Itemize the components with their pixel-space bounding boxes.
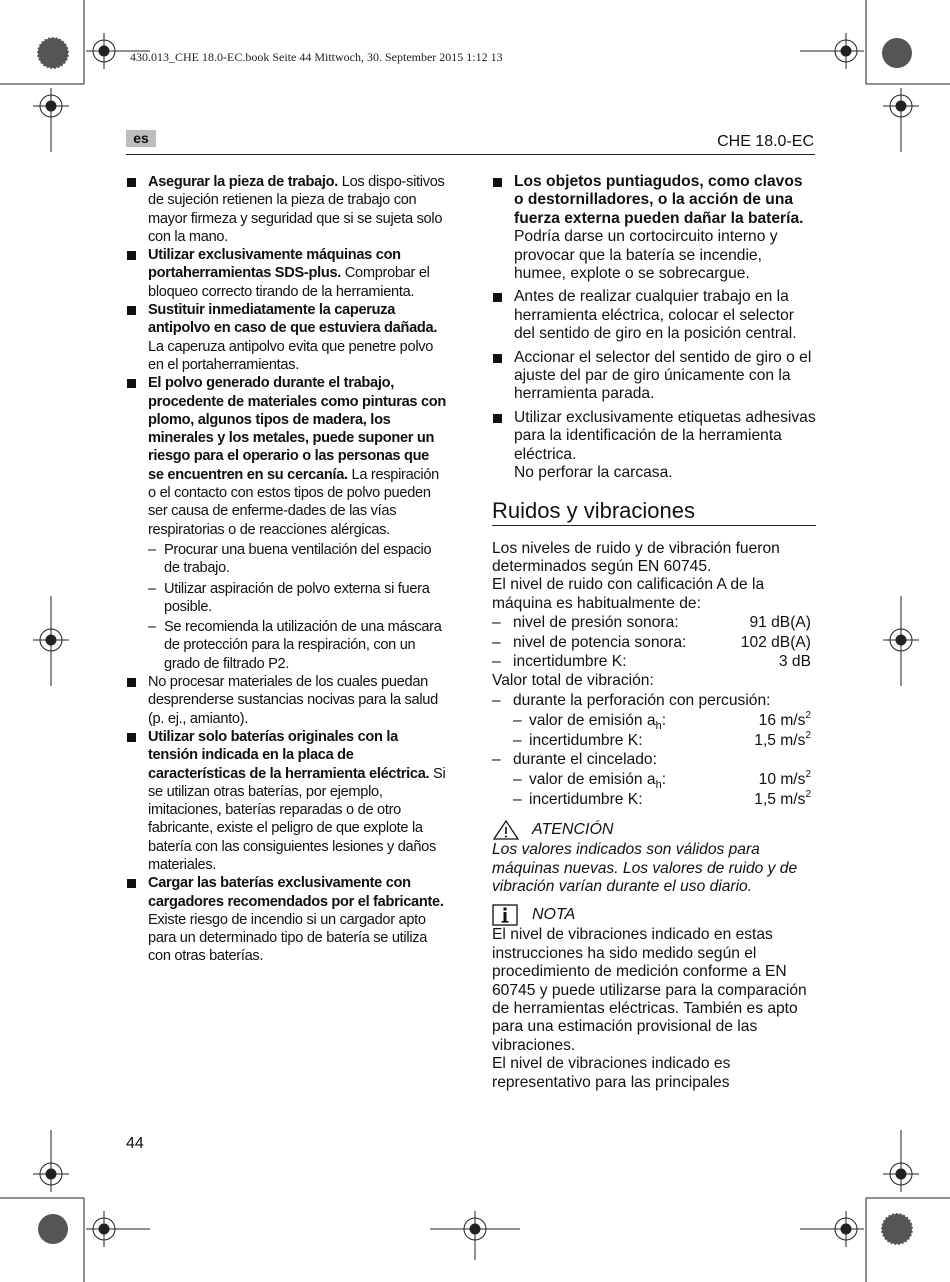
list-item: Utilizar exclusivamente máquinas con portaherramientas SDS-plus. Comprobar el bloqueo correcto tirando de la herramienta. [126, 246, 448, 301]
drilling-title: – durante la perforación con percusión: [492, 692, 816, 710]
list-item: Sustituir inmediatamente la caperuza antipolvo en caso de que estuviera dañada. La caperuza antipolvo evita que penetre polvo en el portaherramientas. [126, 301, 448, 374]
right-column [492, 173, 816, 1092]
warning-triangle-icon [492, 819, 520, 841]
sub-item: – Utilizar aspiración de polvo externa si fuera posible. [148, 580, 448, 617]
left-column [126, 173, 448, 966]
crosshair-icon [883, 1130, 919, 1192]
page-number: 44 [126, 1135, 144, 1152]
list-item: Utilizar solo baterías originales con la tensión indicada en la placa de características de la herramienta eléctrica. Si se utilizan otras baterías, por ejemplo, imitaciones, baterías reparadas o de otro fabricante, existe el peligro de que explote la batería con las consiguientes lesiones y daños materiales. [126, 728, 448, 874]
registration-star-icon [881, 1213, 913, 1245]
list-item: Antes de realizar cualquier trabajo en la herramienta eléctrica, colocar el selector del sentido de giro en la posición central. [492, 288, 816, 343]
chiseling-emission-row: – valor de emisión $a_h$: 10 $m/s^2$ [492, 771, 816, 789]
crosshair-icon [33, 88, 69, 152]
noise-row: – nivel de potencia sonora: 102 dB(A) [492, 634, 816, 652]
vibration-title: Valor total de vibración: [492, 672, 654, 690]
section-title: Ruidos y vibraciones [492, 498, 816, 526]
header-divider [126, 154, 815, 155]
sub-item: – Se recomienda la utilización de una máscara de protección para la respiración, con un grado de filtrado P2. [148, 618, 448, 673]
noise-intro: El nivel de ruido con calificación A de la máquina es habitualmente de: [492, 576, 765, 612]
chiseling-uncertainty-row: – incertidumbre K: 1,5 $m/s^2$ [492, 791, 816, 809]
crosshair-icon [86, 1211, 150, 1247]
chiseling-title: – durante el cincelado: [492, 751, 816, 769]
crosshair-icon [33, 596, 69, 686]
registration-star-icon [37, 37, 69, 69]
drilling-emission-row: – valor de emisión $a_h$: 16 $m/s^2$ [492, 712, 816, 730]
note-heading [492, 904, 816, 926]
crosshair-icon [430, 1211, 520, 1260]
crosshair-icon [883, 596, 919, 686]
model-name: CHE 18.0-EC [717, 133, 814, 150]
crosshair-icon [33, 1130, 69, 1192]
note-text: El nivel de vibraciones indicado en estas instrucciones ha sido medido según el procedimiento de medición conforme a EN 60745 y puede utilizarse para la comparación de herramientas eléctricas. También es apto para una estimación provisional de las vibraciones. [492, 926, 807, 1054]
list-item: Accionar el selector del sentido de giro o el ajuste del par de giro únicamente con la herramienta parada. [492, 349, 816, 404]
info-icon [492, 904, 520, 926]
list-item: Utilizar exclusivamente etiquetas adhesivas para la identificación de la herramienta eléctrica. No perforar la carcasa. [492, 409, 816, 483]
crosshair-icon [800, 1211, 864, 1247]
list-item: Los objetos puntiagudos, como clavos o destornilladores, o la acción de una fuerza externa pueden dañar la batería. Podría darse un cortocircuito interno y provocar que la batería se incendie, humee, explote o se sobrecargue. [492, 173, 816, 283]
list-item: No procesar materiales de los cuales puedan desprenderse sustancias nocivas para la salud (p. ej., amianto). [126, 673, 448, 728]
registration-dot-icon [38, 1214, 68, 1244]
crosshair-icon [800, 33, 864, 69]
list-item: El polvo generado durante el trabajo, procedente de materiales como pinturas con plomo, algunos tipos de madera, los minerales y los metales, puede suponer un riesgo para el operario o las personas que se encuentren en su cercanía. La respiración o el contacto con estos tipos de polvo pueden ser causa de enferme-dades de las vías respiratorias o de reacciones alérgicas. – Procurar una buena ventilación del espacio de trabajo. – Utilizar aspiración de polvo externa si fuera posible. – Se recomienda la utilización de una máscara de protección para la respiración, con un grado de filtrado P2. [126, 374, 448, 673]
list-item-extra: No perforar la carcasa. [514, 464, 673, 482]
list-item: Cargar las baterías exclusivamente con cargadores recomendados por el fabricante. Existe riesgo de incendio si un cargador apto para un determinado tipo de batería se utiliza con otras baterías. [126, 874, 448, 965]
warning-title: ATENCIÓN [532, 820, 614, 838]
crosshair-icon [883, 88, 919, 152]
intro-text: Los niveles de ruido y de vibración fueron determinados según EN 60745. [492, 539, 780, 575]
noise-row: – incertidumbre K: 3 dB [492, 653, 816, 671]
book-file-header: 430.013_CHE 18.0-EC.book Seite 44 Mittwoch, 30. September 2015 1:12 13 [130, 50, 503, 64]
language-badge: es [126, 130, 156, 147]
list-item: Asegurar la pieza de trabajo. Los dispo-sitivos de sujeción retienen la pieza de trabajo con mayor firmeza y seguridad que si se sujeta solo con la mano. [126, 173, 448, 246]
note-text: El nivel de vibraciones indicado es representativo para las principales [492, 1055, 731, 1091]
sub-item: – Procurar una buena ventilación del espacio de trabajo. [148, 541, 448, 578]
note-title: NOTA [532, 906, 576, 924]
drilling-uncertainty-row: – incertidumbre K: 1,5 $m/s^2$ [492, 732, 816, 750]
noise-row: – nivel de presión sonora: 91 dB(A) [492, 614, 816, 632]
warning-text: Los valores indicados son válidos para máquinas nuevas. Los valores de ruido y de vibración varían durante el uso diario. [492, 841, 798, 895]
warning-heading [492, 819, 816, 841]
registration-dot-icon [882, 38, 912, 68]
